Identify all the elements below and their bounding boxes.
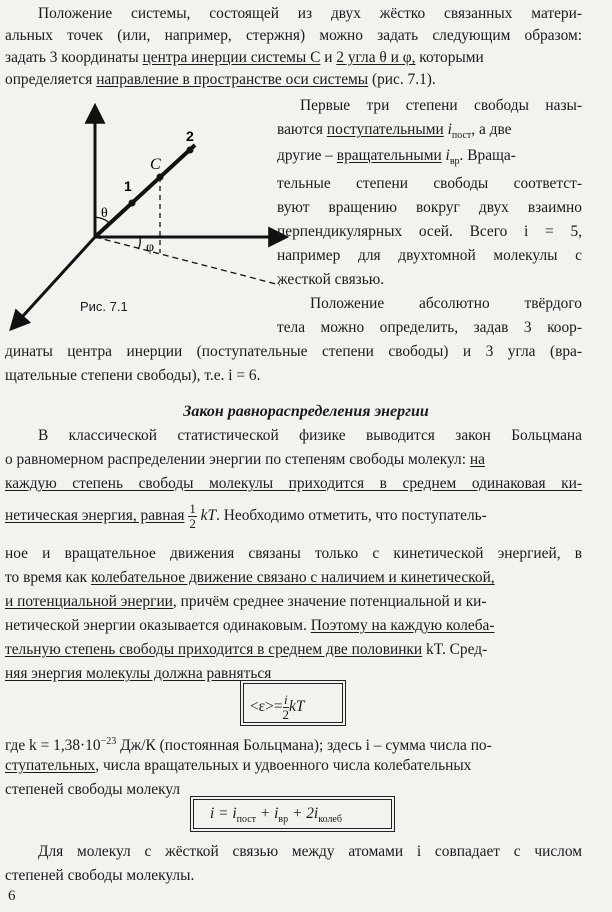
x-axis	[12, 237, 95, 328]
text-line: нетическая энергия, равная $\frac{1}{2}$ kT. Необходимо отметить, что поступатель-	[5, 501, 487, 531]
text-line: Положение системы, состоящей из двух жёстко связанных матери-	[38, 5, 582, 22]
text-line: определяется направление в пространстве оси системы (рис. 7.1).	[5, 71, 436, 88]
text-line: о равномерном распределении энергии по степеням свободы молекул: на	[5, 451, 485, 468]
text-line: нетической энергии оказывается одинаковым. Поэтому на каждую колеба-	[5, 617, 495, 634]
figure-caption: Рис. 7.1	[80, 299, 128, 314]
text-line: другие – вращательными $i_{вр}$. Враща-	[277, 147, 516, 168]
label-c: C	[150, 156, 161, 173]
text-line: ное и вращательное движения связаны только с кинетической энергией, в	[5, 545, 582, 562]
point-2	[187, 147, 194, 154]
label-1: 1	[124, 178, 132, 194]
text-line: и потенциальной энергии, причём среднее значение потенциальной и ки-	[5, 593, 487, 610]
formula-mean-energy: <ε>= $\frac{i}{2}$ kT	[243, 683, 343, 723]
text-line: няя энергия молекулы должна равняться	[5, 665, 272, 682]
rod	[95, 145, 195, 237]
text-line: жесткой связью.	[277, 271, 385, 288]
text-line: то время как колебательное движение связано с наличием и кинетической,	[5, 569, 495, 586]
text-line: тельные степени свободы соответст-	[277, 175, 582, 192]
page-number: 6	[8, 888, 16, 904]
text-line: степеней свободы молекулы.	[5, 867, 195, 884]
point-1	[129, 200, 136, 207]
text-line: Для молекул с жёсткой связью между атомами i совпадает с числом	[38, 843, 582, 860]
text-line: каждую степень свободы молекулы приходится в среднем одинаковая ки-	[5, 475, 582, 492]
text-line: где $k = 1,38\cdot 10^{-23}$ Дж/К (постоянная Больцмана); здесь i – сумма числа по-	[5, 736, 492, 755]
phi-arc	[138, 237, 140, 249]
text-line: альных точек (или, например, стержня) можно задать следующим образом:	[5, 27, 582, 44]
text-line: вуют вращению вокруг двух взаимно	[277, 199, 582, 216]
text-line: Положение абсолютно твёрдого	[310, 295, 582, 312]
text-line: В классической статистической физике выводится закон Больцмана	[38, 427, 582, 444]
text-line: перпендикулярных осей. Всего i = 5,	[277, 223, 582, 240]
text-line: задать 3 координаты центра инерции системы C и 2 угла θ и φ, которыми	[5, 49, 484, 66]
text-line: тела можно определить, задав 3 коор-	[277, 319, 582, 336]
text-line: тельную степень свободы приходится в среднем две половинки kT. Сред-	[5, 641, 488, 658]
fraction-one-half: $\frac{1}{2}$	[189, 501, 196, 531]
text-line: динаты центра инерции (поступательные степени свободы) и 3 угла (вра-	[5, 343, 582, 360]
text-line: ступательных, числа вращательных и удвоенного числа колебательных	[5, 757, 472, 774]
label-theta: θ	[101, 206, 108, 221]
text-line: степеней свободы молекул	[5, 781, 181, 798]
text-line: например для двухтомной молекулы с	[277, 247, 582, 264]
text-line: щательные степени свободы), т.е. i = 6.	[5, 367, 261, 384]
label-2: 2	[186, 128, 194, 144]
text-line: ваются поступательными $i_{пост}$, а две	[277, 121, 512, 142]
figure-7-1	[0, 95, 290, 340]
text-line: Первые три степени свободы назы-	[300, 97, 582, 114]
label-phi: φ	[146, 240, 155, 255]
section-heading: Закон равнораспределения энергии	[183, 403, 429, 420]
formula-degrees-sum: $i = i_{пост} + i_{вр} + 2i_{колеб}$	[193, 799, 392, 829]
projection-dashed	[95, 237, 280, 285]
